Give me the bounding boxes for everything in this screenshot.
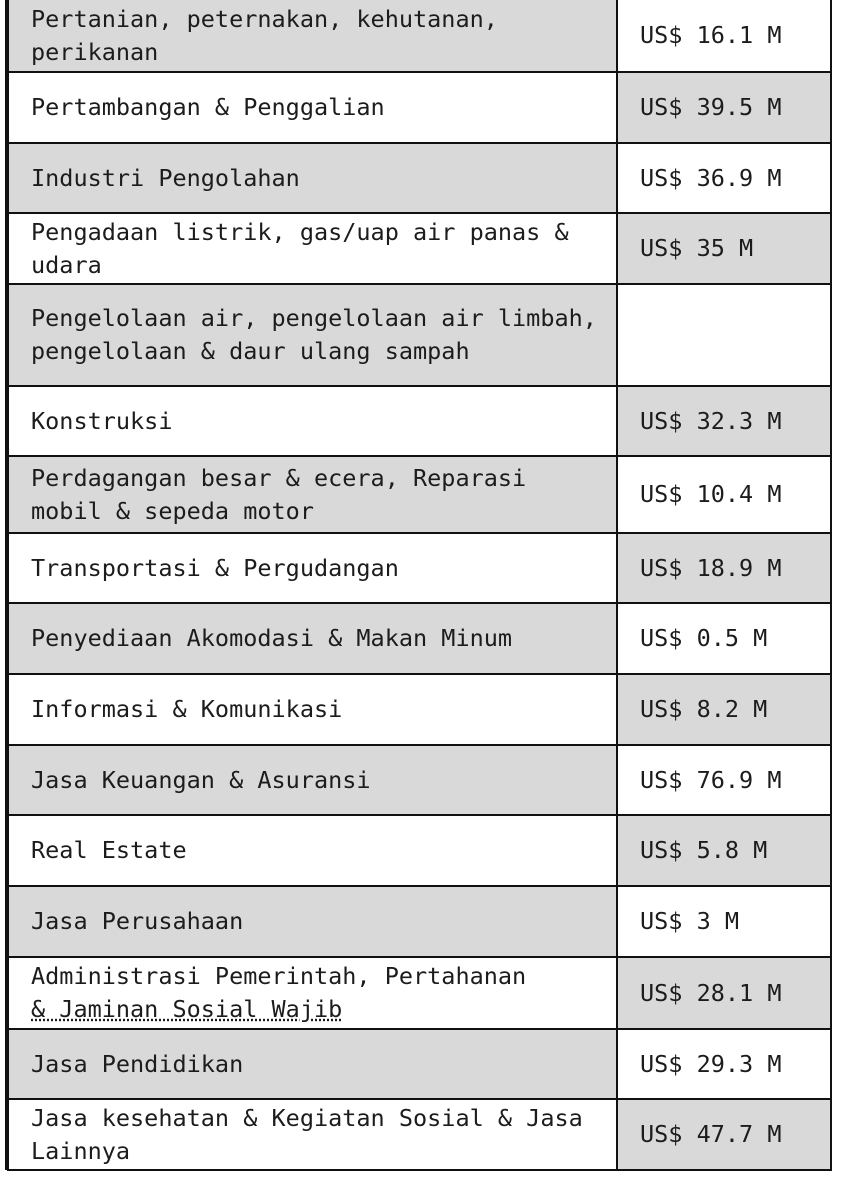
value-cell: US$ 16.1 M [617,0,831,72]
sector-cell: Jasa Keuangan & Asuransi [8,745,617,815]
value-cell: US$ 0.5 M [617,603,831,674]
table-row [8,603,831,674]
value-cell: US$ 3 M [617,886,831,957]
value-cell: US$ 10.4 M [617,456,831,533]
table-row [8,1099,831,1170]
table-row [8,745,831,815]
sector-cell: Jasa Perusahaan [8,886,617,957]
table-row [8,143,831,213]
value-cell: US$ 39.5 M [617,72,831,143]
table-row [8,386,831,456]
sector-cell: Real Estate [8,815,617,886]
value-cell: US$ 35 M [617,213,831,284]
value-cell: US$ 47.7 M [617,1099,831,1170]
sector-cell: Jasa Pendidikan [8,1029,617,1099]
sector-cell: Perdagangan besar & ecera, Reparasi mobil & sepeda motor [8,456,617,533]
value-cell [617,284,831,386]
table-row [8,213,831,284]
table-row [8,815,831,886]
value-cell: US$ 28.1 M [617,957,831,1029]
sector-cell: Pengadaan listrik, gas/uap air panas & udara [8,213,617,284]
sector-cell: Industri Pengolahan [8,143,617,213]
sector-line: Administrasi Pemerintah, Pertahanan [31,962,527,990]
sector-table [7,0,832,1171]
table-row [8,456,831,533]
sector-cell: Transportasi & Pergudangan [8,533,617,603]
table-row [8,284,831,386]
sector-cell: Jasa kesehatan & Kegiatan Sosial & Jasa Lainnya [8,1099,617,1170]
table-row [8,72,831,143]
sector-cell [8,957,617,1029]
value-cell: US$ 29.3 M [617,1029,831,1099]
value-cell: US$ 36.9 M [617,143,831,213]
sector-cell: Informasi & Komunikasi [8,674,617,745]
sector-cell: Pengelolaan air, pengelolaan air limbah, pengelolaan & daur ulang sampah [8,284,617,386]
table-row [8,533,831,603]
sector-cell: Konstruksi [8,386,617,456]
value-cell: US$ 76.9 M [617,745,831,815]
table-row [8,1029,831,1099]
table-row [8,957,831,1029]
sector-cell: Penyediaan Akomodasi & Makan Minum [8,603,617,674]
sector-investment-table [5,0,830,1170]
value-cell: US$ 32.3 M [617,386,831,456]
sector-cell: Pertanian, peternakan, kehutanan, perikanan [8,0,617,72]
value-cell: US$ 18.9 M [617,533,831,603]
value-cell: US$ 5.8 M [617,815,831,886]
table-row [8,0,831,72]
sector-cell: Pertambangan & Penggalian [8,72,617,143]
table-row [8,886,831,957]
sector-line-underlined: & Jaminan Sosial Wajib [31,995,343,1023]
value-cell: US$ 8.2 M [617,674,831,745]
table-row [8,674,831,745]
